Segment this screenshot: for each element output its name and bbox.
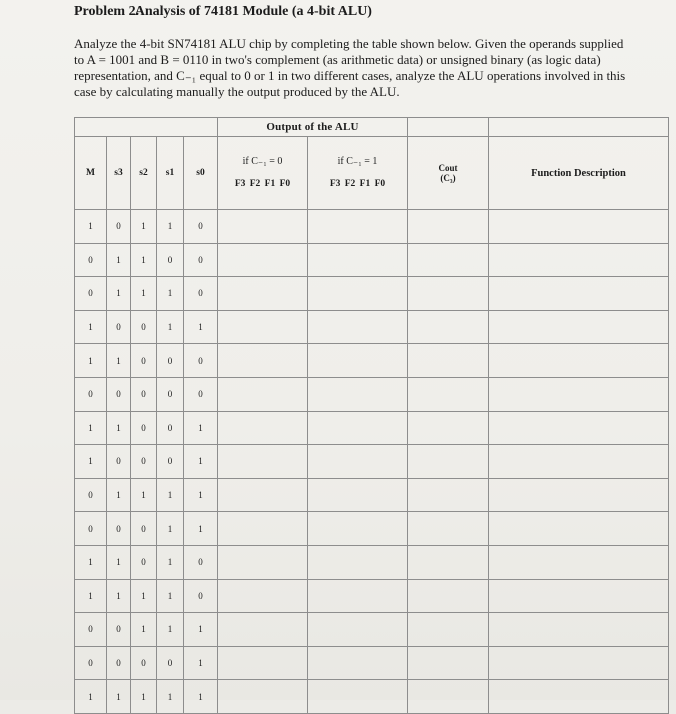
s0-value: 0 [184, 545, 218, 579]
cout-cell[interactable] [408, 210, 489, 244]
table-row [75, 646, 669, 680]
case0-header [218, 137, 308, 210]
output-f-case1-cell[interactable] [308, 411, 408, 445]
table-row [75, 545, 669, 579]
s2-value: 1 [131, 210, 157, 244]
output-bits-label: F3 F2 F1 F0 [234, 178, 291, 189]
s2-value: 0 [131, 545, 157, 579]
m-value: 1 [75, 411, 107, 445]
function-description-cell[interactable] [489, 210, 669, 244]
function-description-cell[interactable] [489, 411, 669, 445]
s3-value: 0 [107, 210, 131, 244]
s1-value: 1 [157, 545, 184, 579]
output-f-case0-cell[interactable] [218, 411, 308, 445]
s3-value: 1 [107, 680, 131, 714]
m-value: 0 [75, 243, 107, 277]
s2-value: 1 [131, 579, 157, 613]
m-value: 1 [75, 310, 107, 344]
output-bits-label: F3 F2 F1 F0 [329, 178, 386, 189]
problem-title: Analysis of 74181 Module (a 4-bit ALU) [134, 4, 372, 19]
s0-value: 1 [184, 613, 218, 647]
s3-value: 0 [107, 445, 131, 479]
output-f-case1-cell[interactable] [308, 344, 408, 378]
table-row [75, 377, 669, 411]
s2-value: 0 [131, 411, 157, 445]
output-f-case0-cell[interactable] [218, 243, 308, 277]
s0-value: 0 [184, 277, 218, 311]
function-description-cell[interactable] [489, 613, 669, 647]
output-f-case1-cell[interactable] [308, 210, 408, 244]
s0-value: 1 [184, 310, 218, 344]
s2-value: 0 [131, 310, 157, 344]
m-value: 1 [75, 680, 107, 714]
m-value: 1 [75, 445, 107, 479]
cout-cell[interactable] [408, 579, 489, 613]
s1-value: 0 [157, 344, 184, 378]
function-description-cell[interactable] [489, 512, 669, 546]
s0-value: 1 [184, 445, 218, 479]
function-description-cell[interactable] [489, 579, 669, 613]
c3-label: (C₃) [440, 173, 456, 183]
output-f-case1-cell[interactable] [308, 613, 408, 647]
s1-value: 0 [157, 243, 184, 277]
s2-value: 0 [131, 445, 157, 479]
cout-cell[interactable] [408, 680, 489, 714]
s0-value: 0 [184, 579, 218, 613]
cout-cell[interactable] [408, 646, 489, 680]
problem-number: Problem 2. [74, 4, 140, 19]
s2-value: 1 [131, 478, 157, 512]
instructions-line: Analyze the 4-bit SN74181 ALU chip by completing the table shown below. Given the operands supplied [74, 36, 624, 51]
s1-value: 0 [157, 411, 184, 445]
s0-header: s0 [184, 137, 218, 210]
output-f-case0-cell[interactable] [218, 445, 308, 479]
cout-cell[interactable] [408, 377, 489, 411]
instructions-paragraph [74, 36, 668, 100]
s0-value: 1 [184, 680, 218, 714]
output-f-case1-cell[interactable] [308, 445, 408, 479]
cout-label: Cout [438, 163, 458, 173]
output-f-case1-cell[interactable] [308, 579, 408, 613]
instructions-line: to A = 1001 and B = 0110 in two's complement (as arithmetic data) or unsigned binary (as logic data) [74, 52, 601, 67]
output-f-case0-cell[interactable] [218, 277, 308, 311]
output-f-case1-cell[interactable] [308, 478, 408, 512]
m-value: 0 [75, 512, 107, 546]
output-f-case1-cell[interactable] [308, 377, 408, 411]
output-f-case1-cell[interactable] [308, 512, 408, 546]
function-description-cell[interactable] [489, 445, 669, 479]
cout-cell[interactable] [408, 344, 489, 378]
m-value: 0 [75, 478, 107, 512]
s1-value: 0 [157, 445, 184, 479]
function-description-header: Function Description [489, 137, 669, 210]
output-header: Output of the ALU [218, 118, 408, 137]
s3-value: 1 [107, 478, 131, 512]
cout-header [408, 137, 489, 210]
s0-value: 0 [184, 344, 218, 378]
s2-value: 1 [131, 680, 157, 714]
m-header: M [75, 137, 107, 210]
table-row [75, 277, 669, 311]
problem-heading [74, 4, 372, 20]
output-f-case0-cell[interactable] [218, 210, 308, 244]
s3-value: 1 [107, 545, 131, 579]
s3-value: 1 [107, 243, 131, 277]
function-description-cell[interactable] [489, 277, 669, 311]
table-row [75, 243, 669, 277]
function-description-cell[interactable] [489, 545, 669, 579]
output-f-case0-cell[interactable] [218, 545, 308, 579]
s0-value: 0 [184, 243, 218, 277]
cout-cell[interactable] [408, 445, 489, 479]
output-f-case0-cell[interactable] [218, 377, 308, 411]
m-value: 0 [75, 646, 107, 680]
header-blank-cell [489, 118, 669, 137]
header-blank-cell [75, 118, 218, 137]
s2-value: 1 [131, 613, 157, 647]
s0-value: 1 [184, 512, 218, 546]
cout-cell[interactable] [408, 411, 489, 445]
output-f-case0-cell[interactable] [218, 680, 308, 714]
s3-value: 1 [107, 344, 131, 378]
table-row [75, 210, 669, 244]
table-row [75, 310, 669, 344]
s0-value: 1 [184, 646, 218, 680]
s1-value: 1 [157, 277, 184, 311]
instructions-line: representation, and C₋₁ equal to 0 or 1 in two different cases, analyze the ALU operations involved in this [74, 68, 626, 83]
output-f-case1-cell[interactable] [308, 243, 408, 277]
s3-value: 0 [107, 512, 131, 546]
output-f-case0-cell[interactable] [218, 478, 308, 512]
cout-cell[interactable] [408, 512, 489, 546]
s1-value: 1 [157, 478, 184, 512]
output-f-case1-cell[interactable] [308, 646, 408, 680]
s1-value: 1 [157, 512, 184, 546]
s3-value: 0 [107, 377, 131, 411]
output-f-case0-cell[interactable] [218, 310, 308, 344]
function-description-cell[interactable] [489, 646, 669, 680]
output-f-case1-cell[interactable] [308, 680, 408, 714]
m-value: 1 [75, 545, 107, 579]
table-row [75, 512, 669, 546]
table-row [75, 478, 669, 512]
cout-cell[interactable] [408, 310, 489, 344]
output-f-case0-cell[interactable] [218, 579, 308, 613]
output-f-case0-cell[interactable] [218, 512, 308, 546]
m-value: 1 [75, 579, 107, 613]
s1-value: 1 [157, 210, 184, 244]
s1-value: 0 [157, 646, 184, 680]
case1-header [308, 137, 408, 210]
alu-function-table [74, 117, 669, 714]
s0-value: 1 [184, 411, 218, 445]
m-value: 0 [75, 277, 107, 311]
output-f-case1-cell[interactable] [308, 277, 408, 311]
function-description-cell[interactable] [489, 243, 669, 277]
output-f-case0-cell[interactable] [218, 344, 308, 378]
m-value: 0 [75, 377, 107, 411]
s2-value: 0 [131, 512, 157, 546]
cout-cell[interactable] [408, 478, 489, 512]
instructions-line: case by calculating manually the output produced by the ALU. [74, 84, 400, 99]
s2-value: 0 [131, 646, 157, 680]
table-row [75, 579, 669, 613]
output-f-case0-cell[interactable] [218, 646, 308, 680]
s1-value: 1 [157, 579, 184, 613]
function-description-cell[interactable] [489, 310, 669, 344]
s3-value: 1 [107, 579, 131, 613]
case0-label: if C₋₁ = 0 [242, 155, 283, 167]
s2-value: 1 [131, 277, 157, 311]
cout-cell[interactable] [408, 545, 489, 579]
s3-value: 0 [107, 646, 131, 680]
s3-header: s3 [107, 137, 131, 210]
cout-cell[interactable] [408, 243, 489, 277]
output-f-case1-cell[interactable] [308, 310, 408, 344]
s3-value: 1 [107, 277, 131, 311]
s3-value: 1 [107, 411, 131, 445]
s2-value: 1 [131, 243, 157, 277]
function-description-cell[interactable] [489, 478, 669, 512]
m-value: 1 [75, 210, 107, 244]
s3-value: 0 [107, 613, 131, 647]
output-f-case1-cell[interactable] [308, 545, 408, 579]
table-row [75, 613, 669, 647]
s1-value: 1 [157, 613, 184, 647]
header-blank-cell [408, 118, 489, 137]
s3-value: 0 [107, 310, 131, 344]
table-row [75, 680, 669, 714]
table-row [75, 411, 669, 445]
function-description-cell[interactable] [489, 377, 669, 411]
s1-value: 1 [157, 310, 184, 344]
case1-label: if C₋₁ = 1 [337, 155, 378, 167]
s2-value: 0 [131, 344, 157, 378]
s0-value: 0 [184, 210, 218, 244]
function-description-cell[interactable] [489, 680, 669, 714]
s2-value: 0 [131, 377, 157, 411]
s1-value: 0 [157, 377, 184, 411]
s2-header: s2 [131, 137, 157, 210]
function-description-cell[interactable] [489, 344, 669, 378]
s1-header: s1 [157, 137, 184, 210]
m-value: 0 [75, 613, 107, 647]
table-row [75, 344, 669, 378]
s1-value: 1 [157, 680, 184, 714]
m-value: 1 [75, 344, 107, 378]
table-row [75, 445, 669, 479]
s0-value: 1 [184, 478, 218, 512]
cout-cell[interactable] [408, 277, 489, 311]
cout-cell[interactable] [408, 613, 489, 647]
s0-value: 0 [184, 377, 218, 411]
output-f-case0-cell[interactable] [218, 613, 308, 647]
